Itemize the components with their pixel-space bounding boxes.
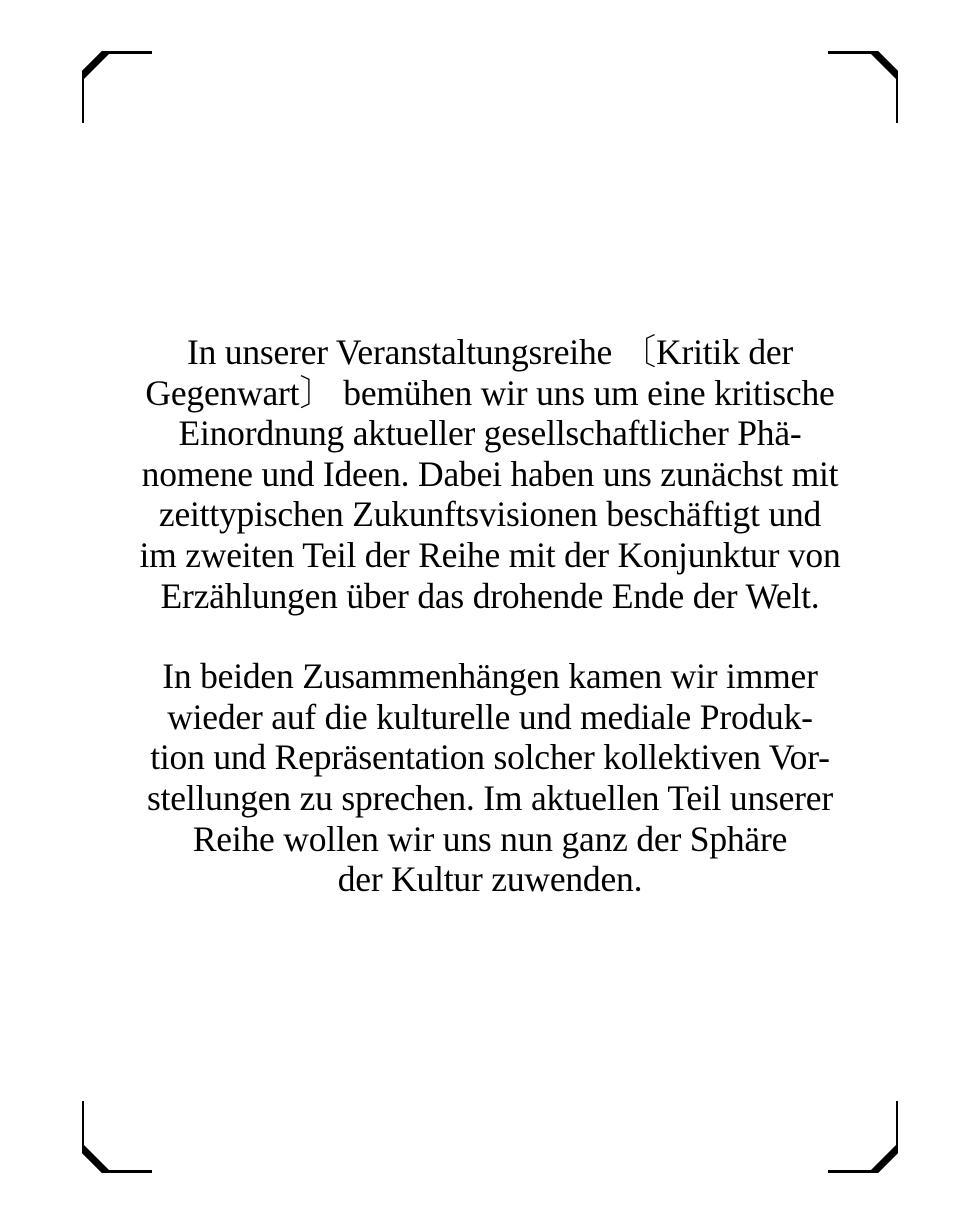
bottom-right-corner-mark <box>828 1101 898 1173</box>
paragraph-line: im zweiten Teil der Reihe mit der Konjunktur von <box>139 534 841 575</box>
top-left-corner-mark <box>82 51 152 123</box>
paragraph-line: zeittypischen Zukunftsvisionen beschäftigt und <box>158 494 822 535</box>
top-right-corner-mark <box>828 51 898 123</box>
paragraph-line: nomene und Ideen. Dabei haben uns zunächst mit <box>141 453 839 494</box>
paragraph-line: Reihe wollen wir uns nun ganz der Sphäre <box>192 818 788 859</box>
paragraph-line: In unserer Veranstaltungsreihe 〔Kritik der <box>186 332 794 372</box>
paragraph-line: In beiden Zusammenhängen kamen wir immer <box>162 656 818 697</box>
paragraph-2 <box>70 656 910 900</box>
paragraph-line: der Kultur zuwenden. <box>337 859 643 900</box>
paragraph-line: wieder auf die kulturelle und mediale Produk- <box>167 696 813 737</box>
paragraph-line: tion und Repräsentation solcher kollektiven Vor- <box>150 737 830 778</box>
paragraph-line: Erzählungen über das drohende Ende der Welt. <box>160 575 820 616</box>
paragraph-line: stellungen zu sprechen. Im aktuellen Teil unserer <box>147 777 833 818</box>
paragraph-1 <box>70 332 910 616</box>
paragraph-line: Einordnung aktueller gesellschaftlicher Phä- <box>178 413 802 454</box>
bottom-left-corner-mark <box>82 1101 152 1173</box>
body-text <box>70 332 910 900</box>
paragraph-line: Gegenwart〕 bemühen wir uns um eine kritische <box>145 372 835 413</box>
